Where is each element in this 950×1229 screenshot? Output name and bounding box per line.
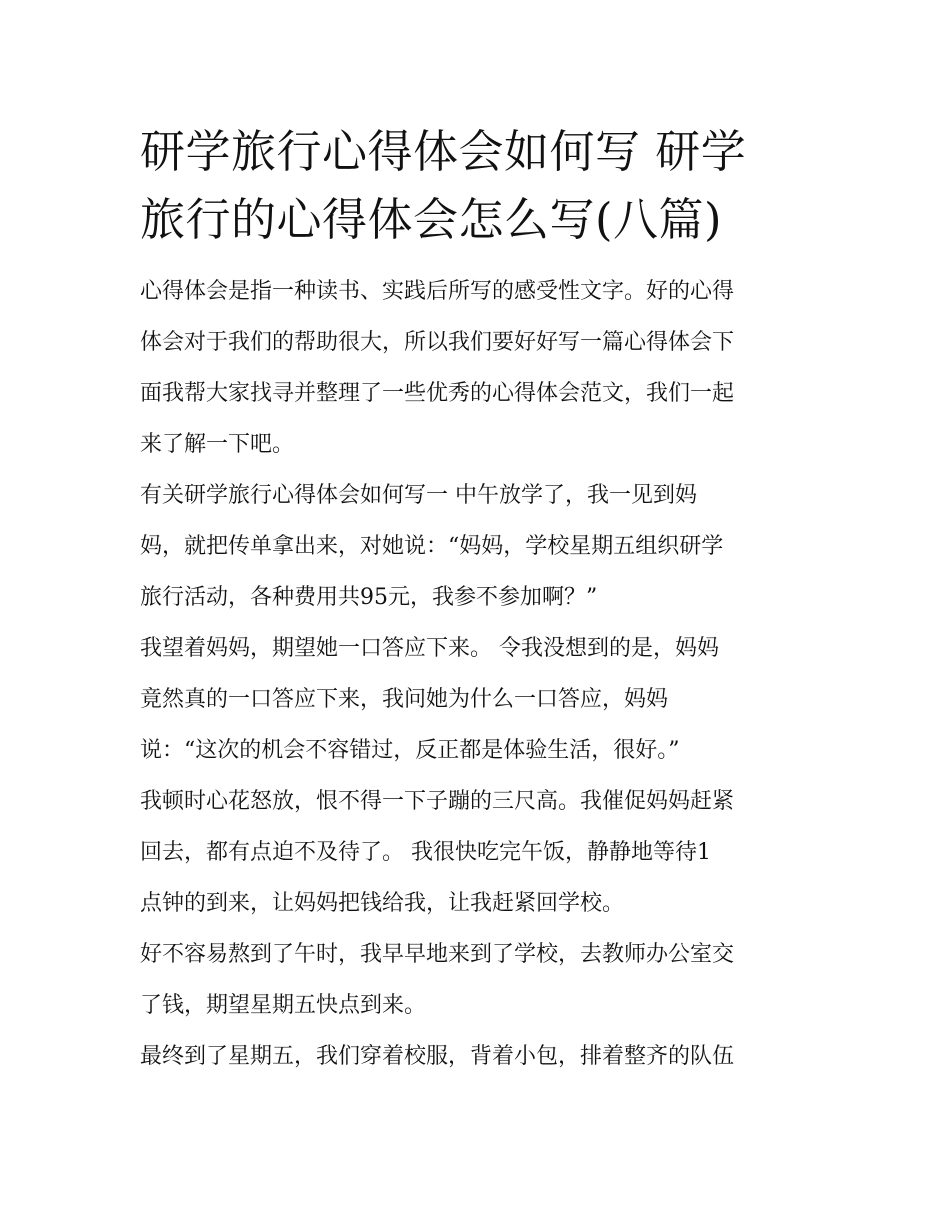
text-line: 妈，就把传单拿出来，对她说：“妈妈，学校星期五组织研学 <box>140 534 724 559</box>
title-line: 旅行的心得体会怎么写(八篇) <box>140 193 723 246</box>
text-line: 来了解一下吧。 <box>140 432 295 457</box>
paragraph-2 <box>140 623 816 776</box>
title-line: 研学旅行心得体会如何写 研学 <box>140 125 747 178</box>
text-line: 体会对于我们的帮助很大，所以我们要好好写一篇心得体会下 <box>140 330 735 355</box>
paragraph-1 <box>140 470 816 623</box>
text-line: 了钱，期望星期五快点到来。 <box>140 993 427 1018</box>
text-line: 回去，都有点迫不及待了。 我很快吃完午饭，静静地等待1 <box>140 840 711 865</box>
text-line: 说：“这次的机会不容错过，反正都是体验生活，很好。” <box>140 738 680 763</box>
text-line: 旅行活动，各种费用共95元，我参不参加啊？” <box>140 585 598 610</box>
document-title <box>140 118 816 254</box>
text-line: 我望着妈妈，期望她一口答应下来。 令我没想到的是，妈妈 <box>140 636 719 661</box>
text-line: 好不容易熬到了午时，我早早地来到了学校，去教师办公室交 <box>140 942 735 967</box>
paragraph-intro <box>140 266 816 470</box>
paragraph-4 <box>140 929 816 1031</box>
document-content <box>140 118 816 1082</box>
text-line: 我顿时心花怒放，恨不得一下子蹦的三尺高。我催促妈妈赶紧 <box>140 789 735 814</box>
text-line: 心得体会是指一种读书、实践后所写的感受性文字。好的心得 <box>140 279 735 304</box>
paragraph-3 <box>140 776 816 929</box>
text-line: 竟然真的一口答应下来，我问她为什么一口答应，妈妈 <box>140 687 669 712</box>
text-line: 有关研学旅行心得体会如何写一 中午放学了，我一见到妈 <box>140 483 697 508</box>
text-line: 点钟的到来，让妈妈把钱给我，让我赶紧回学校。 <box>140 891 625 916</box>
text-line: 最终到了星期五，我们穿着校服，背着小包，排着整齐的队伍 <box>140 1044 735 1069</box>
paragraph-5 <box>140 1031 816 1082</box>
text-line: 面我帮大家找寻并整理了一些优秀的心得体会范文，我们一起 <box>140 381 735 406</box>
